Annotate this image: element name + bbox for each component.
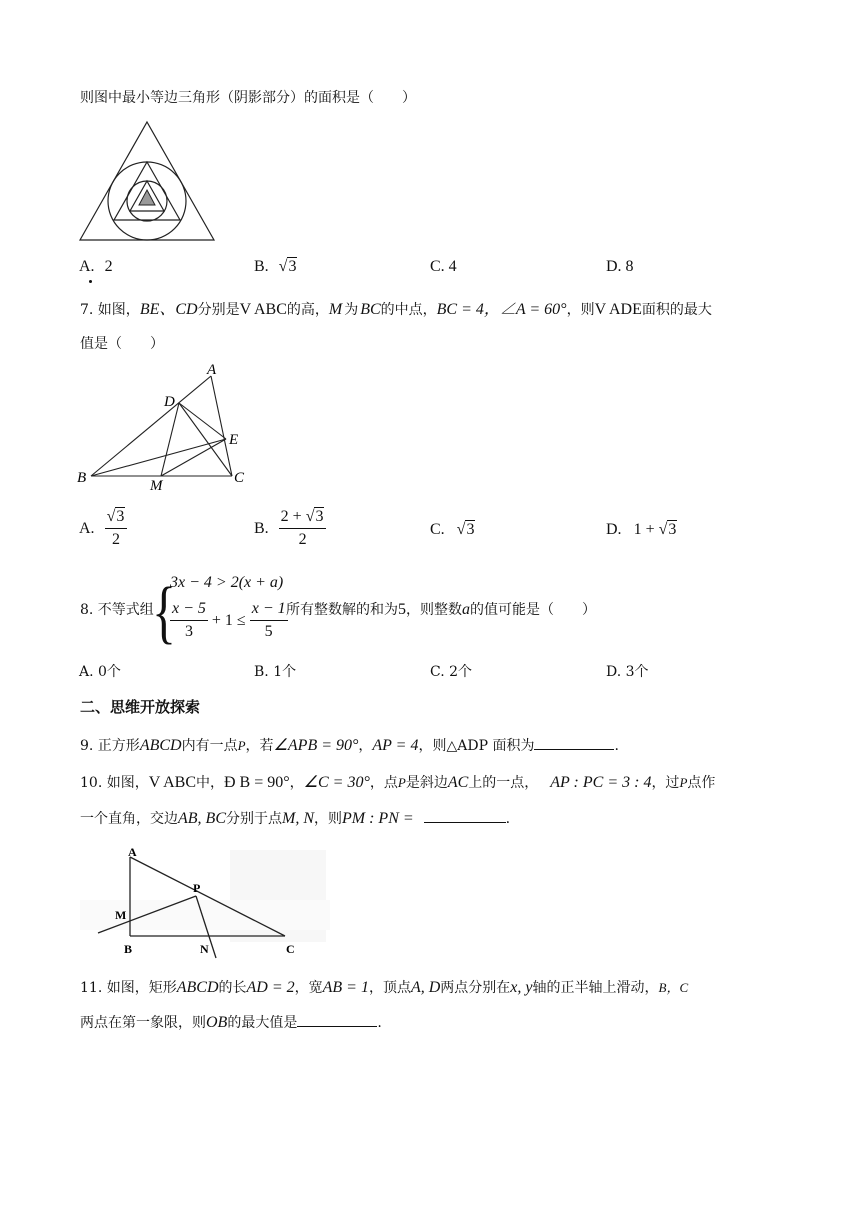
q9-stem: 9. 正方形ABCD内有一点P，若∠APB = 90°，AP = 4，则△ADP 面积为 . bbox=[80, 737, 619, 754]
q8-num: 8. 不等式组 bbox=[80, 602, 154, 618]
q10-stem-line1: 10. 如图，V ABC中，Ð B = 90°，∠C = 30°，点P是斜边AC上的一点， AP : PC = 3 : 4，过P点作 bbox=[80, 774, 716, 791]
q7-option-d: D. 1 + √3 bbox=[606, 521, 677, 538]
q6-stem: 则图中最小等边三角形（阴影部分）的面积是（ ） bbox=[80, 90, 416, 106]
q8-brace: { bbox=[152, 571, 176, 651]
q7-option-c: C. √3 bbox=[430, 521, 475, 538]
q10-answer-blank[interactable] bbox=[424, 808, 506, 823]
q7-option-b: B. $\frac{2 + √3}{2}$ bbox=[254, 508, 326, 549]
q6-option-b: B. √3 bbox=[254, 258, 297, 275]
q11-answer-blank[interactable] bbox=[297, 1012, 377, 1027]
label-p: P bbox=[193, 881, 201, 895]
q6-option-d: D. 8 bbox=[606, 258, 634, 275]
label-d: D bbox=[164, 394, 175, 410]
label-e: E bbox=[229, 432, 239, 448]
q11-stem-line1: 11. 如图，矩形ABCD的长AD = 2，宽AB = 1，顶点A, D两点分别在x, y轴的正半轴上滑动，B，C bbox=[80, 979, 689, 996]
label-b: B bbox=[77, 470, 87, 486]
q7-stem-line1: 7. 如图，BE、CD分别是V ABC的高，M 为 BC的中点，BC = 4，∠A = 60°，则V ADE面积的最大 bbox=[80, 301, 712, 318]
q8-tail: 所有整数解的和为5，则整数a的值可能是（ ） bbox=[286, 601, 596, 618]
label-a: A bbox=[207, 362, 217, 378]
q10-stem-line2: 一个直角，交边AB, BC分别于点M, N，则PM : PN = . bbox=[80, 810, 511, 827]
q8-option-a: A. 0个 bbox=[79, 664, 121, 680]
label-n: N bbox=[200, 942, 209, 956]
q9-answer-blank[interactable] bbox=[534, 735, 614, 750]
q8-inequality-2: $\frac{x - 5}{3}$ + 1 ≤ $\frac{x - 1}{5}$ bbox=[172, 600, 286, 640]
q8-inequality-1: 3x − 4 > 2(x + a) bbox=[170, 574, 284, 591]
q8-option-c: C. 2个 bbox=[430, 664, 473, 680]
q8-option-b: B. 1个 bbox=[254, 664, 297, 680]
label-m: M bbox=[150, 478, 163, 492]
label-b: B bbox=[124, 942, 133, 956]
q10-figure bbox=[80, 842, 334, 962]
q8-option-d: D. 3个 bbox=[606, 664, 649, 680]
q7-figure bbox=[74, 358, 254, 492]
label-c: C bbox=[234, 470, 245, 486]
q7-stem-line2: 值是（ ） bbox=[80, 336, 164, 352]
q6-option-a: A. 2 bbox=[79, 258, 113, 275]
q6-figure bbox=[76, 118, 218, 244]
label-m: M bbox=[115, 908, 127, 922]
label-c: C bbox=[286, 942, 295, 956]
section-heading: 二、思维开放探索 bbox=[80, 698, 201, 716]
label-a: A bbox=[128, 845, 137, 859]
q7-option-a: A. $\frac{√3}{2}$ bbox=[79, 508, 127, 549]
q6-option-a-dot bbox=[89, 280, 92, 283]
q6-option-c: C. 4 bbox=[430, 258, 457, 275]
q11-stem-line2: 两点在第一象限，则OB的最大值是 . bbox=[80, 1014, 382, 1031]
